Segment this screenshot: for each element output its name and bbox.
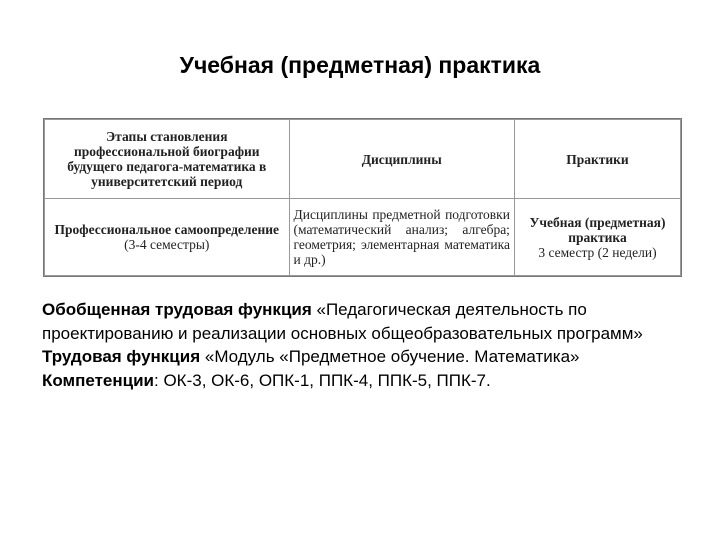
header-disciplines: Дисциплины	[289, 120, 514, 199]
cell-disciplines: Дисциплины предметной подготовки (математический анализ; алгебра; геометрия; элементарная математика и др.)	[289, 199, 514, 276]
practice-title: Учебная (предметная) практика	[529, 214, 666, 245]
curriculum-table-frame	[43, 118, 682, 277]
competencies-label: Компетенции	[42, 370, 155, 390]
header-practices: Практики	[514, 120, 680, 199]
table-header-row	[45, 120, 681, 199]
table-row	[45, 199, 681, 276]
cell-stage	[45, 199, 290, 276]
labor-function-text: «Модуль «Предметное обучение. Математика»	[200, 347, 580, 366]
header-stages: Этапы становления профессиональной биографии будущего педагога-математика в университетский период	[45, 120, 290, 199]
curriculum-table	[44, 119, 681, 276]
page-title: Учебная (предметная) практика	[179, 52, 541, 78]
competencies-text: : ОК-3, ОК-6, ОПК-1, ППК-4, ППК-5, ППК-7.	[154, 370, 491, 390]
generalized-function-label: Обобщенная трудовая функция	[42, 300, 312, 319]
generalized-function-paragraph	[42, 298, 692, 345]
competencies-paragraph	[42, 369, 692, 393]
labor-function-paragraph	[42, 345, 692, 369]
stage-semesters: (3-4 семестры)	[124, 237, 210, 252]
generalized-function-text: «Педагогическая деятельность по проектированию и реализации основных общеобразовательных программ»	[42, 300, 643, 343]
stage-title: Профессиональное самоопределение	[54, 222, 279, 237]
practice-term: 3 семестр (2 недели)	[538, 244, 657, 260]
description-block	[42, 298, 692, 392]
cell-practice	[514, 199, 680, 276]
labor-function-label: Трудовая функция	[42, 347, 201, 366]
